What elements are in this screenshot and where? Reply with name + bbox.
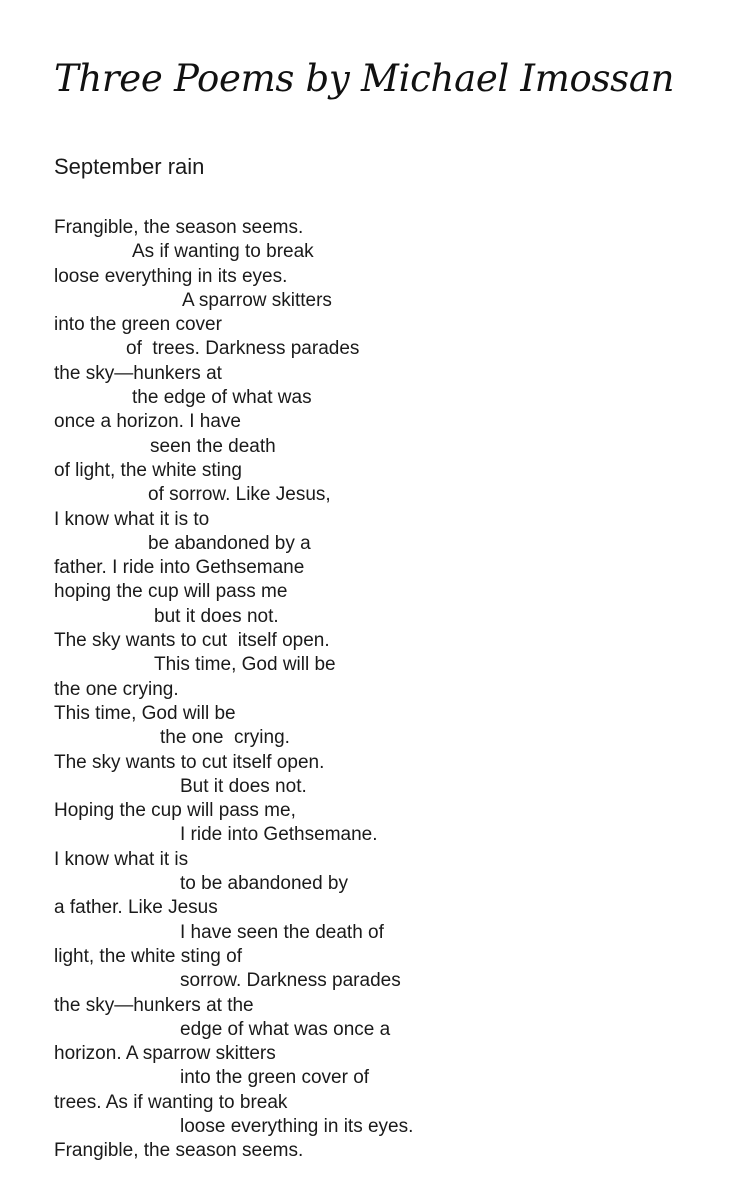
document-title: Three Poems by Michael Imossan bbox=[54, 57, 675, 100]
poem-line: horizon. A sparrow skitters bbox=[54, 1043, 276, 1065]
poem-line: once a horizon. I have bbox=[54, 411, 241, 433]
poem-line: the sky—hunkers at the bbox=[54, 994, 254, 1016]
poem-line: I have seen the death of bbox=[180, 921, 384, 943]
poem-line: This time, God will be bbox=[154, 654, 336, 676]
poem-line: father. I ride into Gethsemane bbox=[54, 557, 305, 579]
poem-line: seen the death bbox=[150, 435, 276, 457]
poem-line: the edge of what was bbox=[132, 387, 312, 409]
poem-line: be abandoned by a bbox=[148, 532, 311, 554]
poem-line: loose everything in its eyes. bbox=[54, 265, 288, 287]
poem-line: trees. As if wanting to break bbox=[54, 1091, 288, 1113]
poem-line: I know what it is to bbox=[54, 508, 210, 530]
poem-line: Frangible, the season seems. bbox=[54, 217, 304, 238]
poem-line: sorrow. Darkness parades bbox=[180, 970, 401, 992]
poem-line: the one crying. bbox=[160, 727, 290, 749]
poem-title: September rain bbox=[54, 154, 205, 179]
poem-line: a father. Like Jesus bbox=[54, 897, 218, 919]
poem-line: into the green cover bbox=[54, 314, 222, 336]
poem-line: hoping the cup will pass me bbox=[54, 581, 288, 603]
poem-body bbox=[54, 216, 413, 1164]
poem-line: I know what it is bbox=[54, 848, 189, 870]
poem-line: of sorrow. Like Jesus, bbox=[148, 484, 331, 506]
poem-line: As if wanting to break bbox=[132, 241, 314, 263]
poem-line: but it does not. bbox=[154, 605, 279, 627]
poem-line: of light, the white sting bbox=[54, 459, 242, 481]
poem-line: into the green cover of bbox=[180, 1067, 370, 1089]
poem-line: Frangible, the season seems. bbox=[54, 1140, 304, 1162]
poem-line: A sparrow skitters bbox=[182, 289, 332, 311]
poem-line: The sky wants to cut itself open. bbox=[54, 751, 325, 773]
poem-line: the sky—hunkers at bbox=[54, 362, 222, 384]
poem-line: the one crying. bbox=[54, 678, 179, 700]
poem-line: This time, God will be bbox=[54, 702, 236, 724]
poem-line: light, the white sting of bbox=[54, 945, 242, 967]
poem-line: loose everything in its eyes. bbox=[180, 1115, 414, 1137]
poem-line: of trees. Darkness parades bbox=[126, 338, 360, 360]
poem-line: Hoping the cup will pass me, bbox=[54, 800, 296, 822]
poem-line: I ride into Gethsemane. bbox=[180, 824, 378, 846]
poem-line: The sky wants to cut itself open. bbox=[54, 630, 330, 652]
poem-line: to be abandoned by bbox=[180, 873, 348, 895]
poem-line: But it does not. bbox=[180, 775, 307, 797]
poem-line: edge of what was once a bbox=[180, 1018, 391, 1040]
